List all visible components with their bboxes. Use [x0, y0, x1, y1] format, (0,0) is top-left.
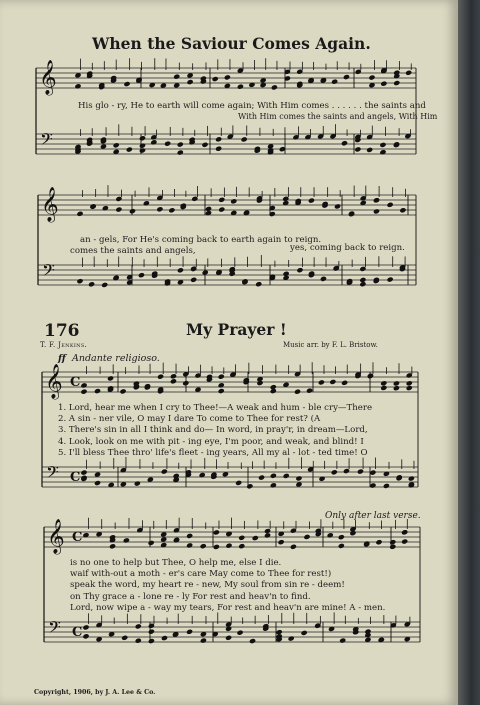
note-head [389, 544, 396, 550]
note-head [218, 197, 225, 203]
note-head [288, 635, 295, 641]
note-head [215, 146, 222, 152]
note-head [341, 140, 348, 146]
note-head [405, 70, 412, 76]
note-head [401, 529, 408, 535]
book-spine [458, 0, 480, 705]
note-head [76, 278, 83, 284]
note-head [173, 74, 180, 80]
note-head [218, 382, 225, 388]
verse-line: Lord, now wipe a - way my tears, For rest and heav'n are mine! A - men. [70, 602, 386, 613]
note-head [82, 633, 89, 639]
note-head [186, 533, 193, 539]
treble-clef: 𝄞 [47, 519, 65, 554]
note-head [139, 147, 146, 153]
note-head [76, 211, 83, 217]
note-head [306, 388, 313, 394]
note-head [94, 480, 101, 486]
bass-clef: 𝄢 [40, 129, 53, 153]
bass-clef: 𝄢 [46, 462, 59, 486]
note-head [148, 638, 155, 644]
note-head [190, 277, 197, 283]
note-head [139, 135, 146, 141]
note-head [393, 380, 400, 386]
note-head [218, 206, 225, 212]
note-head [94, 388, 101, 394]
note-head [329, 379, 336, 385]
verse-line: 5. I'll bless Thee thro' life's fleet - ing years, All my al - lot - ted time! O [58, 447, 368, 458]
bass-clef: 𝄢 [42, 260, 55, 284]
note-head [230, 198, 237, 204]
note-head [359, 277, 366, 283]
note-head [296, 267, 303, 273]
note-head [379, 142, 386, 148]
author-credit: T. F. Jenkins. [40, 341, 88, 349]
note-head [113, 142, 120, 148]
note-head [82, 624, 89, 630]
note-head [389, 539, 396, 545]
lyric-line: His glo - ry, He to earth will come again; With Him comes . . . . . . the saints and [78, 101, 426, 111]
note-head [270, 388, 277, 394]
treble-clef: 𝄞 [45, 364, 63, 399]
note-head [121, 635, 128, 641]
verse-line: on Thy grace a - lone re - ly For rest and heav'n to find. [70, 591, 311, 602]
note-head [115, 206, 122, 212]
time-signature: C [72, 625, 83, 640]
note-head [383, 483, 390, 489]
note-head [354, 146, 361, 152]
note-head [215, 136, 222, 142]
note-head [161, 635, 168, 641]
note-head [399, 207, 406, 213]
note-head [150, 139, 157, 145]
note-head [318, 476, 325, 482]
note-head [119, 388, 126, 394]
note-head [408, 475, 415, 481]
note-head [270, 473, 277, 479]
note-head [255, 281, 262, 287]
note-head [256, 380, 263, 386]
note-head [276, 629, 283, 635]
note-head [368, 74, 375, 80]
note-head [177, 149, 184, 155]
note-head [387, 202, 394, 208]
note-head [278, 539, 285, 545]
verse-line: is no one to help but Thee, O help me, else I die. [70, 558, 282, 568]
note-head [258, 475, 265, 481]
note-head [177, 141, 184, 147]
note-head [148, 629, 155, 635]
note-head [294, 389, 301, 395]
lyric-line: With Him comes the saints and angels, With Him [238, 112, 438, 121]
note-head [283, 473, 290, 479]
note-head [80, 382, 87, 388]
note-head [126, 146, 133, 152]
note-head [213, 529, 220, 535]
note-head [157, 374, 164, 380]
time-signature: C [70, 375, 81, 390]
note-head [148, 540, 155, 546]
time-signature: C [72, 530, 83, 545]
note-head [138, 272, 145, 278]
note-head [320, 276, 327, 282]
note-head [308, 198, 315, 204]
note-head [109, 543, 116, 549]
note-head [101, 282, 108, 288]
note-head [252, 535, 259, 541]
note-head [212, 76, 219, 82]
note-head [218, 374, 225, 380]
dynamic-marking: ff [58, 353, 66, 364]
note-head [186, 629, 193, 635]
hymn-title: My Prayer ! [186, 320, 287, 339]
verse-line: 4. Look, look on me with pit - ing eye, I'm poor, and weak, and blind! I [58, 436, 364, 447]
note-head [200, 638, 207, 644]
note-head [295, 475, 302, 481]
note-head [366, 147, 373, 153]
arranger-credit: Music arr. by F. L. Bristow. [283, 341, 378, 349]
note-head [123, 81, 130, 87]
lyric-line: an - gels, For He's coming back to earth again to reign. [80, 235, 322, 245]
note-head [406, 385, 413, 391]
last-verse-direction: Only after last verse. [325, 511, 421, 521]
note-head [168, 207, 175, 213]
note-head [235, 480, 242, 486]
note-head [393, 385, 400, 391]
bass-clef: 𝄢 [48, 617, 61, 641]
note-head [387, 276, 394, 282]
verse-line: 3. There's sin in all I think and do— In word, in pray'r, in dream—Lord, [58, 425, 368, 436]
note-head [186, 542, 193, 548]
note-head [373, 208, 380, 214]
note-head [357, 468, 364, 474]
treble-clef: 𝄞 [41, 187, 59, 222]
note-head [303, 534, 310, 540]
note-head [135, 638, 142, 644]
note-head [237, 630, 244, 636]
note-head [380, 385, 387, 391]
note-head [205, 206, 212, 212]
note-head [271, 84, 278, 90]
verse-line: 1. Lord, hear me when I cry to Thee!—A weak and hum - ble cry—There [58, 403, 373, 413]
tempo-marking: Andante religioso. [72, 353, 160, 364]
note-head [225, 531, 232, 537]
note-head [401, 538, 408, 544]
note-head [283, 271, 290, 277]
note-head [406, 380, 413, 386]
note-head [135, 623, 142, 629]
note-head [301, 630, 308, 636]
copyright-notice: Copyright, 1906, by J. A. Lee & Co. [34, 689, 156, 696]
note-head [393, 80, 400, 86]
note-head [80, 470, 87, 476]
lyric-line: yes, coming back to reign. [290, 243, 405, 253]
note-head [187, 79, 194, 85]
note-head [156, 206, 163, 212]
note-head [139, 143, 146, 149]
note-head [339, 637, 346, 643]
note-head [238, 535, 245, 541]
note-head [249, 638, 256, 644]
note-head [134, 480, 141, 486]
hymn-number: 176 [44, 321, 80, 341]
treble-clef: 𝄞 [39, 60, 57, 95]
note-head [170, 378, 177, 384]
note-head [201, 142, 208, 148]
note-head [331, 79, 338, 85]
note-head [225, 543, 232, 549]
note-head [375, 539, 382, 545]
note-head [327, 532, 334, 538]
note-head [218, 388, 225, 394]
note-head [200, 543, 207, 549]
note-head [290, 544, 297, 550]
verse-line: waif with-out a moth - er's care May come to Thee for rest!) [70, 569, 332, 580]
note-head [338, 543, 345, 549]
note-head [334, 203, 341, 209]
note-head [241, 136, 248, 142]
note-head [177, 267, 184, 273]
note-head [331, 469, 338, 475]
top-hymn-title: When the Saviour Comes Again. [92, 34, 371, 53]
note-head [373, 197, 380, 203]
note-head [237, 84, 244, 90]
note-head [224, 74, 231, 80]
note-head [74, 83, 81, 89]
note-head [343, 74, 350, 80]
time-signature: C [70, 470, 81, 485]
note-head [225, 635, 232, 641]
note-head [341, 380, 348, 386]
note-head [264, 532, 271, 538]
note-head [143, 200, 150, 206]
note-head [238, 543, 245, 549]
note-head [338, 534, 345, 540]
verse-line: 2. A sin - ner vile, O may I dare To come to Thee for rest? (A [58, 414, 321, 425]
note-head [270, 482, 277, 488]
note-head [80, 389, 87, 395]
note-head [380, 380, 387, 386]
note-head [161, 469, 168, 475]
verse-line: speak the word, my heart re - new, My soul from sin re - deem! [70, 580, 345, 591]
note-head [246, 483, 253, 489]
note-head [164, 141, 171, 147]
note-head [129, 208, 136, 214]
note-head [318, 379, 325, 385]
note-head [213, 544, 220, 550]
note-head [88, 281, 95, 287]
note-head [107, 375, 114, 381]
lyric-line: comes the saints and angels, [70, 246, 196, 256]
note-head [170, 373, 177, 379]
note-head [380, 81, 387, 87]
note-head [123, 537, 130, 543]
